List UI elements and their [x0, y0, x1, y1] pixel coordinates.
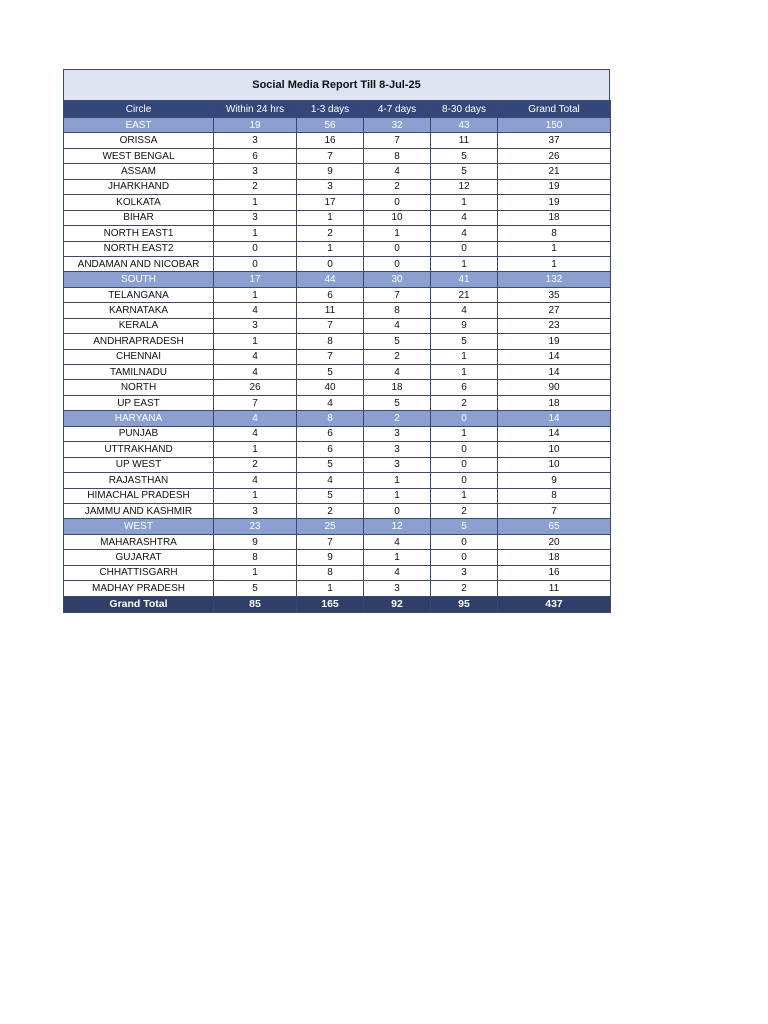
table-row	[64, 164, 611, 179]
table-row	[64, 210, 611, 225]
grand-total-cell: 26	[498, 148, 611, 163]
8-30-days-cell: 9	[431, 318, 498, 333]
circle-cell: JHARKHAND	[64, 179, 214, 194]
table-row	[64, 226, 611, 241]
8-30-days-cell: 4	[431, 303, 498, 318]
circle-cell: KOLKATA	[64, 195, 214, 210]
8-30-days-cell: 2	[431, 395, 498, 410]
report-title: Social Media Report Till 8-Jul-25	[63, 69, 610, 100]
8-30-days-cell: 12	[431, 179, 498, 194]
table-row	[64, 133, 611, 148]
8-30-days-cell: 41	[431, 272, 498, 287]
grand-total-cell: 11	[498, 581, 611, 596]
circle-cell: NORTH EAST1	[64, 226, 214, 241]
within-24-hrs-cell: 1	[214, 334, 297, 349]
table-row	[64, 473, 611, 488]
report-table	[63, 100, 611, 613]
table-row	[64, 241, 611, 256]
within-24-hrs-cell: 85	[214, 596, 297, 612]
8-30-days-cell: 0	[431, 457, 498, 472]
grand-total-cell: 8	[498, 226, 611, 241]
grand-total-cell: 14	[498, 411, 611, 426]
grand-total-cell: 23	[498, 318, 611, 333]
table-row	[64, 380, 611, 395]
within-24-hrs-cell: 1	[214, 488, 297, 503]
4-7-days-cell: 4	[364, 164, 431, 179]
circle-cell: BIHAR	[64, 210, 214, 225]
circle-cell: TELANGANA	[64, 287, 214, 302]
circle-cell: UP WEST	[64, 457, 214, 472]
1-3-days-cell: 7	[297, 318, 364, 333]
4-7-days-cell: 32	[364, 118, 431, 133]
8-30-days-cell: 4	[431, 210, 498, 225]
1-3-days-cell: 9	[297, 164, 364, 179]
table-row	[64, 365, 611, 380]
8-30-days-cell: 5	[431, 519, 498, 534]
table-row	[64, 581, 611, 596]
4-7-days-cell: 3	[364, 442, 431, 457]
grand-total-cell: 19	[498, 334, 611, 349]
within-24-hrs-cell: 1	[214, 226, 297, 241]
grand-total-cell: 150	[498, 118, 611, 133]
circle-cell: NORTH	[64, 380, 214, 395]
4-7-days-cell: 0	[364, 256, 431, 271]
8-30-days-cell: 1	[431, 365, 498, 380]
1-3-days-cell: 7	[297, 534, 364, 549]
4-7-days-cell: 3	[364, 426, 431, 441]
4-7-days-cell: 10	[364, 210, 431, 225]
table-row	[64, 534, 611, 549]
column-header-grand-total: Grand Total	[498, 101, 611, 118]
1-3-days-cell: 1	[297, 241, 364, 256]
4-7-days-cell: 4	[364, 365, 431, 380]
4-7-days-cell: 2	[364, 349, 431, 364]
within-24-hrs-cell: 1	[214, 287, 297, 302]
table-row	[64, 195, 611, 210]
circle-cell: HIMACHAL PRADESH	[64, 488, 214, 503]
4-7-days-cell: 4	[364, 565, 431, 580]
grand-total-cell: 18	[498, 395, 611, 410]
circle-cell: MAHARASHTRA	[64, 534, 214, 549]
8-30-days-cell: 3	[431, 565, 498, 580]
8-30-days-cell: 0	[431, 534, 498, 549]
table-row	[64, 256, 611, 271]
column-header-8-30-days: 8-30 days	[431, 101, 498, 118]
within-24-hrs-cell: 0	[214, 256, 297, 271]
circle-cell: ANDHRAPRADESH	[64, 334, 214, 349]
1-3-days-cell: 56	[297, 118, 364, 133]
4-7-days-cell: 7	[364, 287, 431, 302]
8-30-days-cell: 43	[431, 118, 498, 133]
table-row	[64, 488, 611, 503]
circle-cell: KARNATAKA	[64, 303, 214, 318]
table-row	[64, 503, 611, 518]
8-30-days-cell: 5	[431, 148, 498, 163]
4-7-days-cell: 0	[364, 503, 431, 518]
8-30-days-cell: 0	[431, 550, 498, 565]
1-3-days-cell: 6	[297, 287, 364, 302]
within-24-hrs-cell: 23	[214, 519, 297, 534]
4-7-days-cell: 5	[364, 334, 431, 349]
circle-cell: Grand Total	[64, 596, 214, 612]
grand-total-cell: 37	[498, 133, 611, 148]
within-24-hrs-cell: 2	[214, 179, 297, 194]
circle-cell: ANDAMAN AND NICOBAR	[64, 256, 214, 271]
within-24-hrs-cell: 1	[214, 195, 297, 210]
column-header-1-3-days: 1-3 days	[297, 101, 364, 118]
circle-cell: JAMMU AND KASHMIR	[64, 503, 214, 518]
grand-total-cell: 10	[498, 457, 611, 472]
circle-cell: EAST	[64, 118, 214, 133]
grand-total-cell: 19	[498, 195, 611, 210]
grand-total-cell: 14	[498, 426, 611, 441]
circle-cell: UP EAST	[64, 395, 214, 410]
1-3-days-cell: 7	[297, 148, 364, 163]
grand-total-cell: 1	[498, 256, 611, 271]
within-24-hrs-cell: 7	[214, 395, 297, 410]
table-row	[64, 334, 611, 349]
1-3-days-cell: 1	[297, 581, 364, 596]
circle-cell: RAJASTHAN	[64, 473, 214, 488]
table-row	[64, 565, 611, 580]
grand-total-cell: 9	[498, 473, 611, 488]
table-row	[64, 457, 611, 472]
4-7-days-cell: 18	[364, 380, 431, 395]
table-header-row	[64, 101, 611, 118]
8-30-days-cell: 1	[431, 195, 498, 210]
grand-total-cell: 8	[498, 488, 611, 503]
column-header-within-24-hrs: Within 24 hrs	[214, 101, 297, 118]
8-30-days-cell: 5	[431, 164, 498, 179]
grand-total-cell: 20	[498, 534, 611, 549]
within-24-hrs-cell: 1	[214, 565, 297, 580]
1-3-days-cell: 3	[297, 179, 364, 194]
8-30-days-cell: 0	[431, 473, 498, 488]
grand-total-row	[64, 596, 611, 612]
4-7-days-cell: 92	[364, 596, 431, 612]
circle-cell: CHHATTISGARH	[64, 565, 214, 580]
1-3-days-cell: 40	[297, 380, 364, 395]
4-7-days-cell: 2	[364, 411, 431, 426]
8-30-days-cell: 0	[431, 241, 498, 256]
1-3-days-cell: 8	[297, 411, 364, 426]
circle-cell: HARYANA	[64, 411, 214, 426]
table-row	[64, 179, 611, 194]
circle-cell: ORISSA	[64, 133, 214, 148]
grand-total-cell: 35	[498, 287, 611, 302]
circle-cell: MADHAY PRADESH	[64, 581, 214, 596]
1-3-days-cell: 25	[297, 519, 364, 534]
within-24-hrs-cell: 4	[214, 303, 297, 318]
8-30-days-cell: 0	[431, 442, 498, 457]
table-row	[64, 395, 611, 410]
4-7-days-cell: 4	[364, 534, 431, 549]
1-3-days-cell: 5	[297, 457, 364, 472]
1-3-days-cell: 7	[297, 349, 364, 364]
4-7-days-cell: 0	[364, 195, 431, 210]
1-3-days-cell: 16	[297, 133, 364, 148]
1-3-days-cell: 6	[297, 426, 364, 441]
within-24-hrs-cell: 4	[214, 349, 297, 364]
within-24-hrs-cell: 0	[214, 241, 297, 256]
1-3-days-cell: 2	[297, 503, 364, 518]
group-row	[64, 118, 611, 133]
circle-cell: NORTH EAST2	[64, 241, 214, 256]
within-24-hrs-cell: 3	[214, 318, 297, 333]
1-3-days-cell: 165	[297, 596, 364, 612]
8-30-days-cell: 21	[431, 287, 498, 302]
8-30-days-cell: 1	[431, 426, 498, 441]
within-24-hrs-cell: 3	[214, 503, 297, 518]
4-7-days-cell: 1	[364, 473, 431, 488]
within-24-hrs-cell: 4	[214, 426, 297, 441]
8-30-days-cell: 1	[431, 349, 498, 364]
circle-cell: TAMILNADU	[64, 365, 214, 380]
circle-cell: ASSAM	[64, 164, 214, 179]
within-24-hrs-cell: 4	[214, 411, 297, 426]
within-24-hrs-cell: 3	[214, 133, 297, 148]
table-row	[64, 349, 611, 364]
4-7-days-cell: 3	[364, 581, 431, 596]
4-7-days-cell: 8	[364, 303, 431, 318]
grand-total-cell: 18	[498, 550, 611, 565]
table-row	[64, 426, 611, 441]
grand-total-cell: 18	[498, 210, 611, 225]
1-3-days-cell: 8	[297, 334, 364, 349]
column-header-circle: Circle	[64, 101, 214, 118]
1-3-days-cell: 9	[297, 550, 364, 565]
4-7-days-cell: 1	[364, 226, 431, 241]
grand-total-cell: 19	[498, 179, 611, 194]
8-30-days-cell: 0	[431, 411, 498, 426]
circle-cell: SOUTH	[64, 272, 214, 287]
grand-total-cell: 437	[498, 596, 611, 612]
circle-cell: UTTRAKHAND	[64, 442, 214, 457]
table-body	[64, 118, 611, 613]
4-7-days-cell: 2	[364, 179, 431, 194]
4-7-days-cell: 0	[364, 241, 431, 256]
grand-total-cell: 90	[498, 380, 611, 395]
1-3-days-cell: 4	[297, 473, 364, 488]
grand-total-cell: 14	[498, 349, 611, 364]
within-24-hrs-cell: 3	[214, 164, 297, 179]
grand-total-cell: 16	[498, 565, 611, 580]
column-header-4-7-days: 4-7 days	[364, 101, 431, 118]
within-24-hrs-cell: 5	[214, 581, 297, 596]
1-3-days-cell: 44	[297, 272, 364, 287]
1-3-days-cell: 5	[297, 365, 364, 380]
1-3-days-cell: 8	[297, 565, 364, 580]
table-row	[64, 550, 611, 565]
table-row	[64, 287, 611, 302]
4-7-days-cell: 8	[364, 148, 431, 163]
1-3-days-cell: 5	[297, 488, 364, 503]
within-24-hrs-cell: 2	[214, 457, 297, 472]
4-7-days-cell: 4	[364, 318, 431, 333]
grand-total-cell: 10	[498, 442, 611, 457]
4-7-days-cell: 1	[364, 488, 431, 503]
circle-cell: CHENNAI	[64, 349, 214, 364]
within-24-hrs-cell: 17	[214, 272, 297, 287]
within-24-hrs-cell: 6	[214, 148, 297, 163]
grand-total-cell: 65	[498, 519, 611, 534]
4-7-days-cell: 1	[364, 550, 431, 565]
table-row	[64, 442, 611, 457]
4-7-days-cell: 30	[364, 272, 431, 287]
within-24-hrs-cell: 9	[214, 534, 297, 549]
within-24-hrs-cell: 3	[214, 210, 297, 225]
within-24-hrs-cell: 8	[214, 550, 297, 565]
grand-total-cell: 132	[498, 272, 611, 287]
circle-cell: PUNJAB	[64, 426, 214, 441]
group-row	[64, 519, 611, 534]
4-7-days-cell: 12	[364, 519, 431, 534]
8-30-days-cell: 2	[431, 503, 498, 518]
8-30-days-cell: 5	[431, 334, 498, 349]
grand-total-cell: 21	[498, 164, 611, 179]
4-7-days-cell: 5	[364, 395, 431, 410]
1-3-days-cell: 2	[297, 226, 364, 241]
1-3-days-cell: 11	[297, 303, 364, 318]
group-row	[64, 272, 611, 287]
1-3-days-cell: 17	[297, 195, 364, 210]
grand-total-cell: 14	[498, 365, 611, 380]
grand-total-cell: 27	[498, 303, 611, 318]
within-24-hrs-cell: 4	[214, 473, 297, 488]
8-30-days-cell: 4	[431, 226, 498, 241]
within-24-hrs-cell: 1	[214, 442, 297, 457]
circle-cell: KERALA	[64, 318, 214, 333]
table-row	[64, 303, 611, 318]
8-30-days-cell: 2	[431, 581, 498, 596]
1-3-days-cell: 0	[297, 256, 364, 271]
1-3-days-cell: 1	[297, 210, 364, 225]
8-30-days-cell: 6	[431, 380, 498, 395]
grand-total-cell: 1	[498, 241, 611, 256]
within-24-hrs-cell: 19	[214, 118, 297, 133]
circle-cell: WEST	[64, 519, 214, 534]
8-30-days-cell: 1	[431, 488, 498, 503]
8-30-days-cell: 1	[431, 256, 498, 271]
within-24-hrs-cell: 4	[214, 365, 297, 380]
4-7-days-cell: 7	[364, 133, 431, 148]
1-3-days-cell: 4	[297, 395, 364, 410]
grand-total-cell: 7	[498, 503, 611, 518]
circle-cell: WEST BENGAL	[64, 148, 214, 163]
group-row	[64, 411, 611, 426]
within-24-hrs-cell: 26	[214, 380, 297, 395]
8-30-days-cell: 11	[431, 133, 498, 148]
8-30-days-cell: 95	[431, 596, 498, 612]
1-3-days-cell: 6	[297, 442, 364, 457]
4-7-days-cell: 3	[364, 457, 431, 472]
table-row	[64, 318, 611, 333]
table-row	[64, 148, 611, 163]
social-media-report	[63, 69, 610, 613]
circle-cell: GUJARAT	[64, 550, 214, 565]
